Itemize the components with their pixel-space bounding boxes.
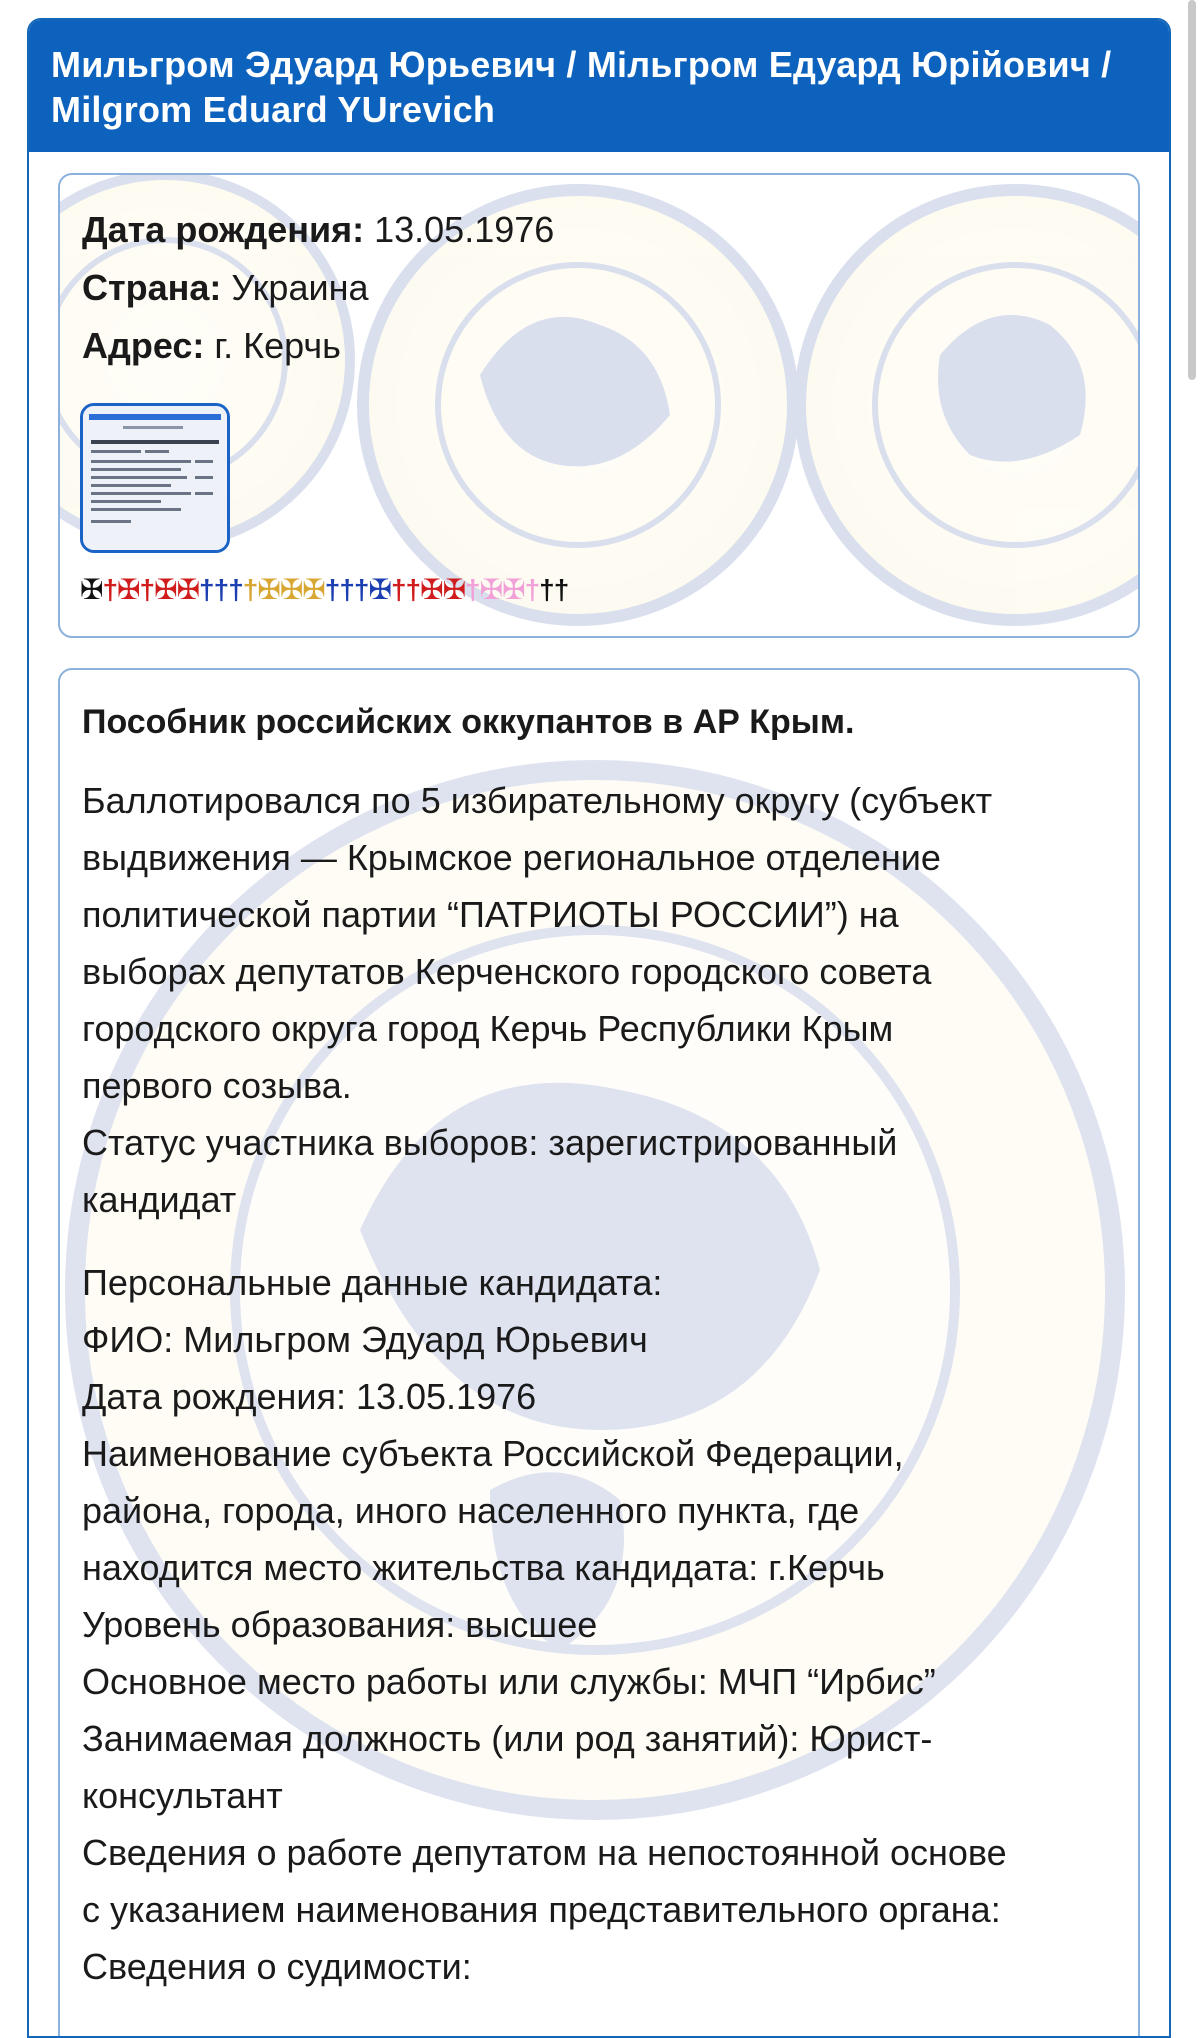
cross-icon: ✠	[80, 574, 103, 605]
candidacy-paragraph	[82, 772, 1116, 1228]
document-thumbnail[interactable]	[80, 403, 230, 553]
country-value: Украина	[231, 267, 369, 308]
cross-icon: †	[553, 574, 569, 605]
cross-icon: ✠	[479, 574, 503, 605]
country-row	[82, 259, 1116, 317]
text-line: консультант	[82, 1775, 283, 1816]
text-line: Основное место работы или службы: МЧП “Ирбис”	[82, 1661, 936, 1702]
cross-icon: ✠	[257, 574, 280, 605]
birth-row	[82, 201, 1116, 259]
address-label: Адрес:	[82, 325, 205, 366]
birth-value: 13.05.1976	[374, 209, 555, 250]
document-preview-icon	[83, 406, 227, 550]
cross-markers	[80, 573, 568, 606]
country-label: Страна:	[82, 267, 222, 308]
cross-icon: †	[228, 574, 243, 605]
cross-icon: †	[539, 574, 554, 605]
cross-icon: ✠	[420, 574, 443, 605]
text-line: выдвижения — Крымское региональное отделение	[82, 837, 941, 878]
cross-icon: †	[353, 574, 369, 605]
text-line: Занимаемая должность (или род занятий): Юрист-	[82, 1718, 933, 1759]
basic-info-card	[58, 173, 1140, 638]
personal-data-paragraph	[82, 1254, 1116, 1995]
text-line: находится место жительства кандидата: г.Керчь	[82, 1547, 885, 1588]
cross-icon: †	[405, 574, 421, 605]
description-title: Пособник российских оккупантов в АР Крым.	[82, 703, 855, 741]
cross-icon: ✠	[279, 574, 303, 605]
address-value: г. Керчь	[214, 325, 341, 366]
text-line: выборах депутатов Керченского городского совета	[82, 951, 932, 992]
cross-icon: ✠	[176, 574, 200, 605]
text-line: Уровень образования: высшее	[82, 1604, 598, 1645]
cross-icon: ✠	[302, 574, 325, 605]
text-line: кандидат	[82, 1179, 237, 1220]
cross-icon: †	[213, 574, 229, 605]
text-line: Дата рождения: 13.05.1976	[82, 1376, 537, 1417]
cross-icon: †	[199, 574, 214, 605]
cross-icon: ✠	[117, 574, 140, 605]
address-row	[82, 317, 1116, 375]
profile-header	[29, 20, 1169, 152]
text-line: политической партии “ПАТРИОТЫ РОССИИ”) на	[82, 894, 899, 935]
cross-icon: ✠	[368, 574, 391, 605]
text-line: Сведения о работе депутатом на непостоянной основе	[82, 1832, 1007, 1873]
description-card	[58, 668, 1140, 2038]
text-line: ФИО: Мильгром Эдуард Юрьевич	[82, 1319, 648, 1360]
description-content	[60, 670, 1138, 1995]
text-line: первого созыва.	[82, 1065, 352, 1106]
profile-title: Мильгром Эдуард Юрьевич / Мільгром Едуард Юрійович / Milgrom Eduard YUrevich	[51, 44, 1112, 130]
cross-icon: †	[139, 574, 155, 605]
text-line: района, города, иного населенного пункта, где	[82, 1490, 860, 1531]
page-scrollbar[interactable]	[1188, 0, 1196, 380]
text-line: городского округа город Керчь Республики Крым	[82, 1008, 894, 1049]
cross-icon: †	[324, 574, 340, 605]
cross-icon: †	[465, 574, 480, 605]
text-line: Сведения о судимости:	[82, 1946, 472, 1987]
text-line: Наименование субъекта Российской Федерации,	[82, 1433, 904, 1474]
text-line: с указанием наименования представительного органа:	[82, 1889, 1001, 1930]
cross-icon: †	[339, 574, 354, 605]
cross-icon: ✠	[442, 574, 466, 605]
birth-label: Дата рождения:	[82, 209, 365, 250]
text-line: Статус участника выборов: зарегистрированный	[82, 1122, 898, 1163]
cross-icon: †	[242, 574, 258, 605]
text-line: Персональные данные кандидата:	[82, 1262, 663, 1303]
cross-icon: †	[524, 574, 540, 605]
profile-panel	[27, 18, 1171, 2038]
cross-icon: ✠	[502, 574, 525, 605]
cross-icon: †	[390, 574, 406, 605]
text-line: Баллотировался по 5 избирательному округу (субъект	[82, 780, 993, 821]
cross-icon: ✠	[154, 574, 177, 605]
cross-icon: †	[102, 574, 118, 605]
info-block	[60, 175, 1138, 375]
